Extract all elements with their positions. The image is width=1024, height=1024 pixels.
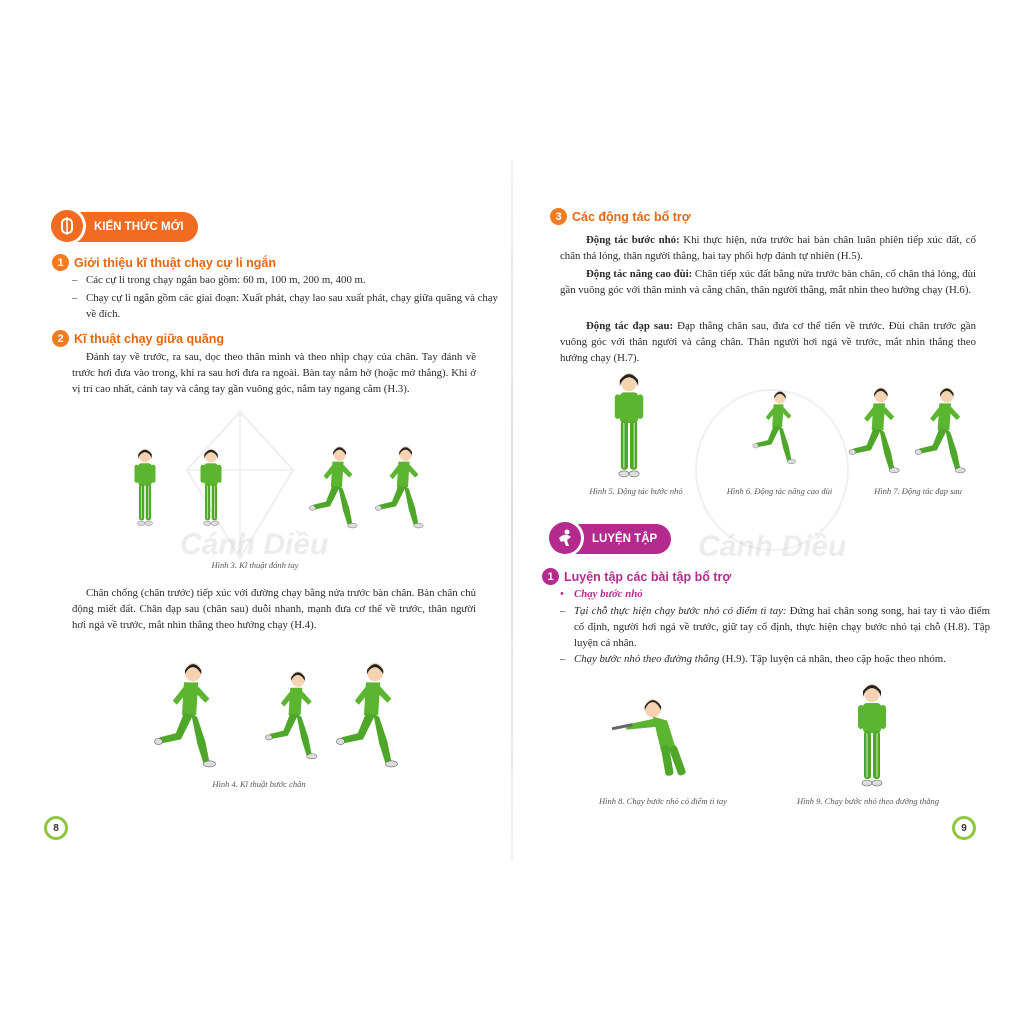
back-push-paragraph: Động tác đạp sau: Đạp thẳng chân sau, đưa cơ thể tiến về trước. Đùi chân trước gần vuông góc với thân người và cẳng chân. Thân người hơi ngả về trước, mắt nhìn thẳng theo hướng chạy (H.7). <box>560 320 977 364</box>
figure-7-caption: Hình 7. Động tác đạp sau <box>874 486 962 496</box>
new-knowledge-badge <box>52 212 198 242</box>
arm-technique-paragraph: Đánh tay về trước, ra sau, dọc theo thân mình và theo nhịp chạy của chân. Tay đánh về trước hơi đưa vào trong, khi ra sau hơi đưa ra ngoài. Bàn tay nắm hờ (hoặc mở thẳng). Khi ở vị trí cao nhất, cánh tay và cẳng tay gần vuông góc, nắm tay ngang cằm (H.3). <box>72 351 476 395</box>
lean-figure <box>612 688 704 792</box>
lantern-icon <box>51 210 83 242</box>
section-2-heading <box>52 330 224 347</box>
section-1-heading <box>52 254 276 271</box>
page-number-8: 8 <box>44 816 68 840</box>
list-bullet: • Chạy bước nhỏ <box>560 588 643 600</box>
arm-swing-figure-4 <box>372 432 428 544</box>
arm-swing-figure-3 <box>306 432 362 544</box>
section-title: Giới thiệu kĩ thuật chạy cự li ngắn <box>74 255 276 270</box>
back-push-figure-1 <box>845 385 905 477</box>
section-title: Các động tác bổ trợ <box>572 209 691 224</box>
section-number: 2 <box>52 330 69 347</box>
section-number: 3 <box>550 208 567 225</box>
arm-swing-figure-2 <box>196 432 226 544</box>
section-number: 1 <box>52 254 69 271</box>
list-item: – Các cự li trong chạy ngắn bao gồm: 60 m, 100 m, 200 m, 400 m. <box>72 274 366 286</box>
watermark-text: Cánh Diều <box>180 528 329 561</box>
badge-icon-holder <box>48 207 86 245</box>
arm-swing-figure-1 <box>130 432 160 544</box>
foot-technique-paragraph: Chân chống (chân trước) tiếp xúc với đường chạy bằng nửa trước bàn chân. Bàn chân chủ động miết đất. Chân đạp sau (chân sau) duỗi nhanh, mạnh đưa cơ thể về trước, thân người hơi ngả về trước, mắt nhìn thẳng theo hướng chạy (H.4). <box>72 587 476 631</box>
section-title: Kĩ thuật chạy giữa quãng <box>74 331 225 346</box>
practice-badge <box>550 524 671 554</box>
athlete-icon <box>549 522 581 554</box>
section-title: Luyện tập các bài tập bổ trợ <box>564 569 732 584</box>
figure-8-caption: Hình 8. Chạy bước nhỏ có điểm tì tay <box>599 796 727 806</box>
right-page <box>512 160 1024 860</box>
badge-icon-holder <box>546 519 584 557</box>
figure-5-caption: Hình 5. Động tác bước nhỏ <box>589 486 683 496</box>
practice-1-heading <box>542 568 731 585</box>
figure-9-caption: Hình 9. Chạy bước nhỏ theo đường thẳng <box>796 796 940 806</box>
list-item: – Chạy cự li ngắn gồm các giai đoạn: Xuất phát, chạy lao sau xuất phát, chạy giữa quãng và chạy về đích. <box>72 292 498 320</box>
high-knee-paragraph: Động tác nâng cao đùi: Chân tiếp xúc đất bằng nửa trước bàn chân, cổ chân thả lỏng, đùi gần vuông góc với thân mình và cẳng chân, thân người thẳng, mắt nhìn theo hướng chạy (H.6). <box>560 268 976 296</box>
step-figure-1 <box>150 660 222 772</box>
page-number-9: 9 <box>952 816 976 840</box>
small-step-figure <box>607 370 651 482</box>
high-knee-figure <box>750 372 800 484</box>
list-item: – Tại chỗ thực hiện chạy bước nhỏ có điểm tì tay: Đứng hai chân song song, hai tay tì vào điểm cố định, người hơi ngả về trước, giữ tay cố định, thực hiện chạy bước nhỏ tại chỗ (H.8). Tập luyện cá nhân. <box>560 605 990 649</box>
watermark-text: Cánh Diều <box>698 530 847 563</box>
small-step-paragraph: Động tác bước nhỏ: Khi thực hiện, nửa trước hai bàn chân luân phiên tiếp xúc đất, cổ chân thả lỏng, thân người thẳng, hai tay phối hợp đánh tự nhiên (H.5). <box>560 234 976 262</box>
left-page <box>0 160 512 860</box>
section-number: 1 <box>542 568 559 585</box>
open-book <box>0 160 1024 860</box>
badge-label: LUYỆN TẬP <box>592 533 658 545</box>
step-figure-2 <box>262 660 322 772</box>
list-item: – Chạy bước nhỏ theo đường thẳng (H.9). Tập luyện cá nhân, theo cặp hoặc theo nhóm. <box>560 653 946 665</box>
figure-3-caption: Hình 3. Kĩ thuật đánh tay <box>211 560 299 570</box>
figure-4-caption: Hình 4. Kĩ thuật bước chân <box>212 779 306 789</box>
step-figure-3 <box>332 660 404 772</box>
back-push-figure-2 <box>910 385 972 477</box>
figure-6-caption: Hình 6. Động tác nâng cao đùi <box>726 486 833 496</box>
straight-line-figure <box>852 680 892 792</box>
section-3-heading <box>550 208 691 225</box>
badge-label: KIẾN THỨC MỚI <box>94 221 184 233</box>
